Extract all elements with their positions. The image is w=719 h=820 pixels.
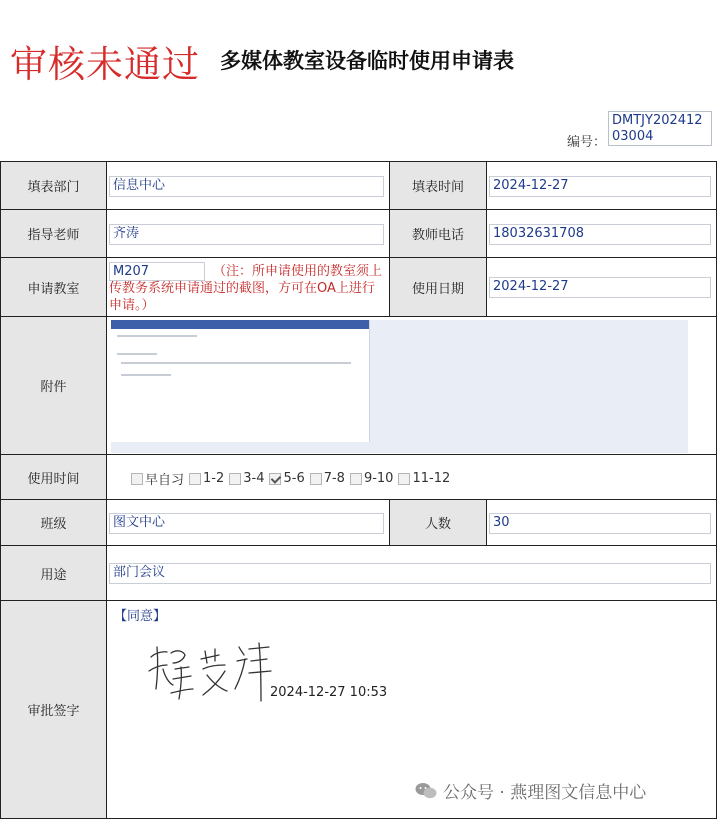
room-field[interactable]: M207 (109, 262, 205, 281)
attachment-text-line (121, 362, 351, 364)
room-label: 申请教室 (0, 257, 107, 317)
period-label: 早自习 (145, 473, 185, 488)
use-time-label: 使用时间 (0, 454, 107, 500)
phone-field[interactable]: 18032631708 (489, 224, 711, 245)
attachment-text-line (121, 374, 171, 376)
period-option[interactable] (398, 469, 450, 488)
serial-number-field[interactable]: DMTJY20241203004 (608, 111, 712, 146)
period-option[interactable] (189, 469, 224, 488)
period-option[interactable] (269, 469, 304, 488)
approval-opinion: 【同意】 (114, 609, 167, 624)
period-label: 1-2 (203, 471, 225, 486)
period-checkbox[interactable] (269, 473, 281, 485)
attachment-screenshot-page (111, 320, 370, 442)
attachment-screenshot-header (111, 320, 369, 329)
use-date-field[interactable]: 2024-12-27 (489, 277, 711, 298)
period-label: 11-12 (412, 471, 451, 486)
status-stamp: 审核未通过 (10, 43, 200, 86)
purpose-label: 用途 (0, 545, 107, 601)
dept-cell (106, 161, 390, 210)
room-note: （注：所申请使用的教室须上传教务系统申请通过的截图，方可在OA上进行申请。） (109, 264, 383, 313)
watermark-text: 公众号 · 燕理图文信息中心 (443, 783, 647, 803)
class-label: 班级 (0, 499, 107, 546)
use-date-label: 使用日期 (389, 257, 487, 317)
dept-field[interactable]: 信息中心 (109, 176, 384, 197)
attachment-cell (106, 316, 717, 455)
application-form-table (0, 161, 717, 819)
attachment-text-line (117, 335, 197, 337)
count-field[interactable]: 30 (489, 513, 711, 534)
class-field[interactable]: 图文中心 (109, 513, 384, 534)
period-option[interactable] (310, 469, 345, 488)
phone-cell (486, 209, 717, 258)
period-checkbox[interactable] (350, 473, 362, 485)
count-label: 人数 (389, 499, 487, 546)
approval-label: 审批签字 (0, 600, 107, 819)
attachment-text-line (117, 353, 157, 355)
period-label: 3-4 (243, 471, 265, 486)
period-label: 5-6 (283, 471, 305, 486)
period-checkbox[interactable] (229, 473, 241, 485)
period-option[interactable] (131, 469, 184, 488)
purpose-cell (106, 545, 717, 601)
wechat-icon (415, 782, 437, 800)
phone-label: 教师电话 (389, 209, 487, 258)
period-option[interactable] (350, 469, 394, 488)
count-cell (486, 499, 717, 546)
class-cell (106, 499, 390, 546)
watermark (415, 778, 646, 803)
period-checkbox-group (131, 469, 455, 488)
use-time-cell (106, 454, 717, 500)
serial-label: 编号： (567, 135, 607, 150)
period-checkbox[interactable] (189, 473, 201, 485)
period-checkbox[interactable] (310, 473, 322, 485)
dept-label: 填表部门 (0, 161, 107, 210)
period-checkbox[interactable] (398, 473, 410, 485)
form-header (0, 0, 719, 162)
use-date-cell (486, 257, 717, 317)
period-checkbox[interactable] (131, 473, 143, 485)
attachment-screenshot[interactable] (111, 320, 688, 453)
period-label: 9-10 (363, 471, 394, 486)
fill-time-cell (486, 161, 717, 210)
purpose-field[interactable]: 部门会议 (109, 563, 711, 584)
teacher-field[interactable]: 齐涛 (109, 224, 384, 245)
fill-time-field[interactable]: 2024-12-27 (489, 176, 711, 197)
period-label: 7-8 (323, 471, 345, 486)
attachment-label: 附件 (0, 316, 107, 455)
teacher-cell (106, 209, 390, 258)
form-title: 多媒体教室设备临时使用申请表 (220, 49, 514, 73)
period-option[interactable] (229, 469, 264, 488)
room-cell (106, 257, 390, 317)
approval-timestamp: 2024-12-27 10:53 (270, 685, 388, 700)
fill-time-label: 填表时间 (389, 161, 487, 210)
handwritten-signature (145, 639, 277, 703)
teacher-label: 指导老师 (0, 209, 107, 258)
